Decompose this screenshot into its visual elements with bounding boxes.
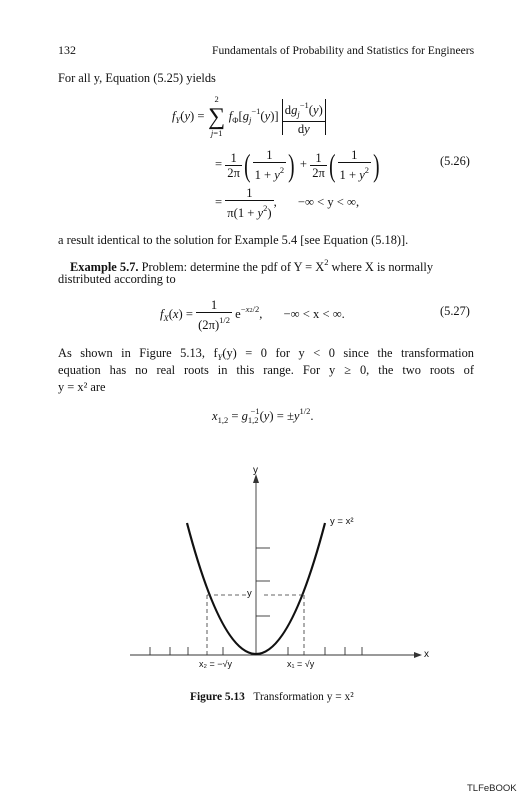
- result-line: a result identical to the solution for Example 5.4 [see Equation (5.18)].: [58, 233, 409, 247]
- paragraph-line-3: y = x² are: [58, 380, 106, 394]
- para-line-1a: As shown in Figure 5.13, f: [58, 346, 218, 360]
- y-axis-ticks: [256, 548, 270, 616]
- equation-line-3: = $\frac{1}{\pi(1 + y^2)}$ , −∞ < y < ∞,: [215, 186, 360, 220]
- intro-line: For all y, Equation (5.25) yields: [58, 71, 216, 85]
- example-line-1: Example 5.7. Problem: determine the pdf of $Y = X^2$ where X is normally: [70, 257, 434, 274]
- para-line-1b: (y) = 0 for y < 0 since the transformation: [222, 346, 474, 360]
- figure-caption: [190, 691, 354, 703]
- root-x2-label: x₂ = −√y: [199, 659, 232, 669]
- paragraph-line-1: As shown in Figure 5.13, $f_Y(y) = 0$ for y < 0 since the transformation: [58, 346, 474, 362]
- y-level-marker: y: [247, 588, 252, 599]
- curve-label: y = x²: [330, 516, 354, 527]
- example-line-2: distributed according to: [58, 272, 176, 286]
- figure-caption-text: Transformation y = x²: [253, 691, 354, 703]
- roots-equation: $x_{1,2} = g_{1,2}^{-1}(y) = \pm y^{1/2}$.: [212, 406, 314, 425]
- equation-line-1: $f_Y(y)$ = 2 ∑ j=1 $f_\Phi[g_j^{-1}(y)]$ $\frac{dg_j^{-1}(y)}{dy}$: [172, 98, 326, 136]
- example-label: Example 5.7.: [70, 260, 139, 274]
- page-number: 132: [58, 43, 76, 57]
- y-axis-label: y: [253, 465, 258, 476]
- example-text-1b: where X is normally: [328, 260, 434, 274]
- root-x1-label: x₁ = √y: [287, 659, 315, 669]
- equation-number-5-26: (5.26): [440, 154, 470, 168]
- equation-number-5-27: (5.27): [440, 304, 470, 318]
- watermark: TLFeBOOK: [467, 783, 517, 794]
- equation-5-26-domain: −∞ < y < ∞,: [297, 194, 360, 209]
- equation-5-27: $f_X(x)$ = $\frac{1}{(2\pi)^{1/2}}$ $e^{-x2/2}$, −∞ < x < ∞.: [160, 298, 345, 332]
- paragraph-line-2: equation has no real roots in this range. For y ≥ 0, the two roots of: [58, 363, 474, 377]
- figure-caption-label: Figure 5.13: [190, 691, 245, 703]
- example-text-1: Problem: determine the pdf of Y = X: [141, 260, 325, 274]
- equation-line-2: = $\frac{1}{2\pi}$ ( $\frac{1}{1 + y^2}$ ) + $\frac{1}{2\pi}$ ( $\frac{1}{1 + y^2}$ ): [215, 147, 380, 183]
- running-title: Fundamentals of Probability and Statistics for Engineers: [212, 44, 475, 57]
- x-axis-arrow: [414, 652, 422, 658]
- equation-5-27-domain: −∞ < x < ∞.: [283, 306, 345, 321]
- x-axis-label: x: [424, 649, 429, 660]
